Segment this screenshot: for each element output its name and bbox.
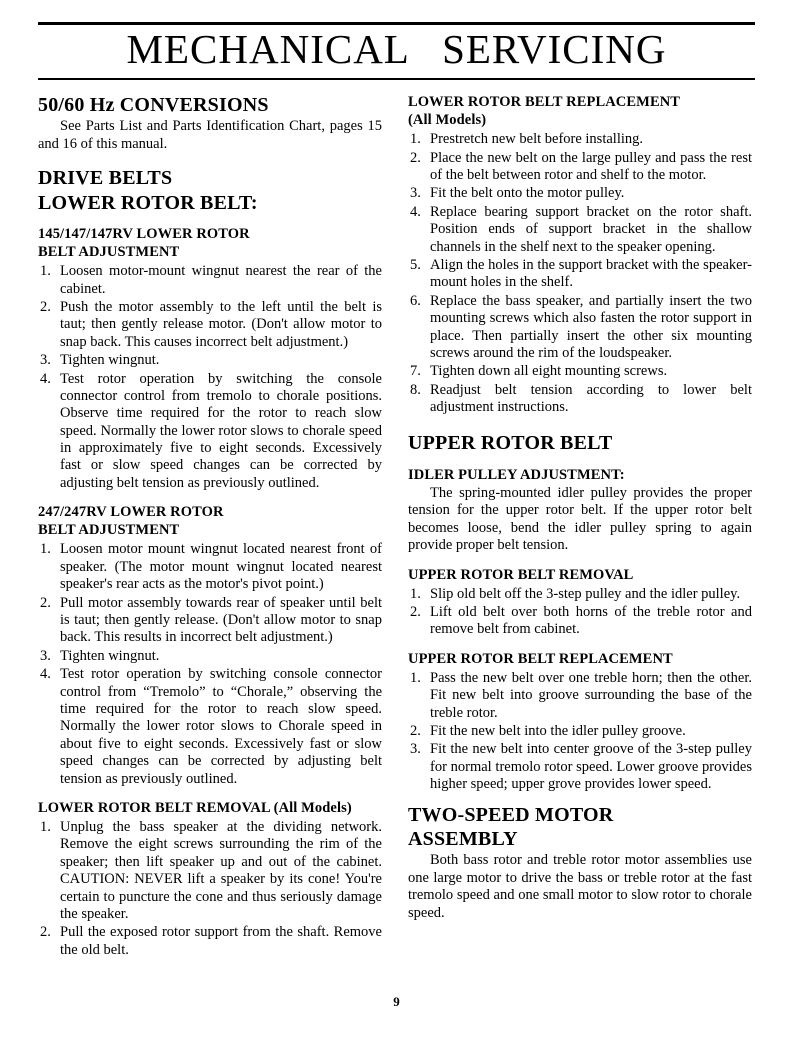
list-lower-replacement (408, 131, 752, 416)
heading-lower-rotor-belt-removal: LOWER ROTOR BELT REMOVAL (All Models) (38, 799, 352, 816)
right-column (408, 94, 752, 961)
list-item-text: Replace bearing support bracket on the rotor shaft. Position ends of support bracket in the shallow channels in the shelf next to the speaker opening. (430, 203, 752, 255)
list-number: 3. (410, 741, 421, 758)
list-item-text: Prestretch new belt before installing. (430, 131, 644, 148)
list-item (408, 185, 752, 202)
heading-lower-rotor-belt-replacement: LOWER ROTOR BELT REPLACEMENT (408, 94, 681, 110)
list-item-text: Readjust belt tension according to lower belt adjustment instructions. (430, 381, 752, 416)
list-item-text: Slip old belt off the 3-step pulley and the idler pulley. (430, 585, 741, 602)
list-lower-removal (38, 819, 382, 959)
list-item-text: Pass the new belt over one treble horn; then the other. Fit new belt into groove surrounding the base of the treble rotor. (430, 669, 752, 721)
list-item (38, 299, 382, 351)
list-number: 3. (40, 352, 51, 369)
list-145-adjustment (38, 263, 382, 492)
list-item (408, 586, 752, 603)
list-item-text: Loosen motor mount wingnut located nearest front of speaker. (The motor mount wingnut located nearest speaker's rear acts as the motor's pivot point.) (60, 541, 382, 593)
heading-conversions: 50/60 Hz CONVERSIONS (38, 94, 269, 116)
heading-two-speed-motor: TWO-SPEED MOTOR (408, 803, 614, 826)
two-speed-body: Both bass rotor and treble rotor motor assemblies use one large motor to drive the bass or treble rotor at the fast tremolo speed and one small motor to slow rotor to chorale speed. (408, 852, 752, 921)
subheading-all-models: (All Models) (408, 112, 487, 129)
list-number: 7. (410, 363, 421, 380)
list-item-text: Tighten wingnut. (60, 352, 160, 369)
list-item-text: Unplug the bass speaker at the dividing network. Remove the eight screws surrounding the rim of the speaker; then lift speaker up and out of the cabinet. CAUTION: NEVER lift a speaker by its cone! You're certain to puncture the cone and thus seriously damage the speaker. (60, 819, 382, 922)
heading-145-147-lower-rotor: 145/147/147RV LOWER ROTOR (38, 225, 250, 242)
list-number: 2. (40, 594, 51, 611)
list-item (38, 924, 382, 959)
heading-247-lower-rotor: 247/247RV LOWER ROTOR (38, 504, 224, 521)
list-number: 1. (410, 585, 421, 602)
list-item (408, 150, 752, 185)
list-item (38, 263, 382, 298)
list-number: 4. (410, 203, 421, 220)
list-number: 2. (410, 723, 421, 740)
list-item-text: Tighten down all eight mounting screws. (430, 363, 668, 380)
heading-upper-rotor-belt: UPPER ROTOR BELT (408, 432, 613, 455)
list-upper-replacement (408, 670, 752, 794)
list-item (408, 363, 752, 380)
list-item (38, 648, 382, 665)
list-item (38, 541, 382, 593)
list-item (408, 670, 752, 722)
list-item (408, 204, 752, 256)
list-item-text: Push the motor assembly to the left until the belt is taut; then gently release motor. (Don't allow motor to snap back. This causes incorrect belt adjustment.) (60, 298, 382, 350)
page-number: 9 (393, 994, 400, 1009)
list-item (38, 666, 382, 788)
list-item-text: Loosen motor-mount wingnut nearest the rear of the cabinet. (60, 263, 382, 297)
list-item (408, 382, 752, 417)
heading-145-147-belt-adjustment: BELT ADJUSTMENT (38, 244, 180, 261)
heading-assembly: ASSEMBLY (408, 828, 518, 851)
list-number: 2. (410, 604, 421, 621)
left-column (38, 94, 382, 961)
list-item-text: Replace the bass speaker, and partially insert the two mounting screws which also fasten the rotor support in place. Then partially insert the other six mounting screws around the rim of the loudspeaker. (430, 292, 752, 361)
two-column-body (38, 94, 755, 961)
list-number: 3. (40, 647, 51, 664)
list-item-text: Test rotor operation by switching console connector control from “Tremolo” to “Chorale,” observing the time required for the rotor to reach slow speed. Normally the lower rotor slows to Chorale speed in about five to eight seconds. Excessively fast or slow speed changes can be corrected by adjusting belt tension as previously outlined. (60, 666, 382, 787)
list-247-adjustment (38, 541, 382, 787)
list-item-text: Lift old belt over both horns of the treble rotor and remove belt from cabinet. (430, 604, 752, 638)
list-item (408, 257, 752, 292)
list-number: 4. (40, 370, 51, 387)
list-number: 6. (410, 292, 421, 309)
list-number: 2. (40, 924, 51, 941)
heading-upper-rotor-belt-replacement: UPPER ROTOR BELT REPLACEMENT (408, 650, 673, 667)
list-number: 1. (40, 541, 51, 558)
list-item-text: Tighten wingnut. (60, 647, 160, 664)
heading-idler-pulley-adjustment: IDLER PULLEY ADJUSTMENT: (408, 466, 625, 483)
list-item (38, 595, 382, 647)
list-item (408, 604, 752, 639)
list-upper-removal (408, 586, 752, 639)
page-title: MECHANICAL SERVICING (126, 26, 667, 72)
list-item-text: Align the holes in the support bracket with the speaker-mount holes in the shelf. (430, 256, 752, 291)
list-number: 1. (410, 669, 421, 686)
list-item (408, 723, 752, 740)
list-item (38, 371, 382, 493)
list-item-text: Test rotor operation by switching the console connector control from tremolo to chorale positions. Observe time required for the rotor to reach slow speed. Normally the lower rotor slows to chorale speed in approximately five to eight seconds. Excessively fast or slow speed changes can be corrected by adjusting belt tension as previously outlined. (60, 370, 382, 491)
list-number: 1. (40, 819, 51, 836)
list-number: 8. (410, 381, 421, 398)
list-item (408, 741, 752, 793)
idler-pulley-body: The spring-mounted idler pulley provides the proper tension for the upper rotor belt. If the upper rotor belt becomes loose, bend the idler pulley spring to again provide proper belt tension. (408, 484, 752, 554)
list-number: 2. (410, 149, 421, 166)
conversions-body: See Parts List and Parts Identification Chart, pages 15 and 16 of this manual. (38, 118, 382, 152)
list-number: 3. (410, 185, 421, 202)
list-number: 1. (410, 131, 421, 148)
list-item-text: Fit the new belt into center groove of the 3-step pulley for normal tremolo rotor speed. Lower groove provides higher speed; upper grove provides lower speed. (430, 741, 752, 793)
list-item-text: Fit the new belt into the idler pulley groove. (430, 723, 686, 740)
heading-upper-rotor-belt-removal: UPPER ROTOR BELT REMOVAL (408, 566, 634, 583)
list-item-text: Fit the belt onto the motor pulley. (430, 185, 625, 202)
list-number: 5. (410, 256, 421, 273)
list-item-text: Place the new belt on the large pulley and pass the rest of the belt between rotor and shelf to the motor. (430, 149, 752, 183)
list-item (408, 293, 752, 363)
heading-247-belt-adjustment: BELT ADJUSTMENT (38, 522, 180, 539)
list-number: 2. (40, 298, 51, 315)
list-item-text: Pull the exposed rotor support from the shaft. Remove the old belt. (60, 924, 382, 958)
list-number: 1. (40, 263, 51, 280)
list-number: 4. (40, 666, 51, 683)
list-item (38, 352, 382, 369)
list-item (408, 131, 752, 148)
list-item (38, 819, 382, 923)
header-rule-bottom (38, 78, 755, 80)
heading-lower-rotor-belt: LOWER ROTOR BELT: (38, 191, 258, 214)
list-item-text: Pull motor assembly towards rear of speaker until belt is taut; then gently release. (Don't allow motor to snap back. This results in incorrect belt adjustment.) (60, 594, 382, 646)
heading-drive-belts: DRIVE BELTS (38, 167, 173, 190)
